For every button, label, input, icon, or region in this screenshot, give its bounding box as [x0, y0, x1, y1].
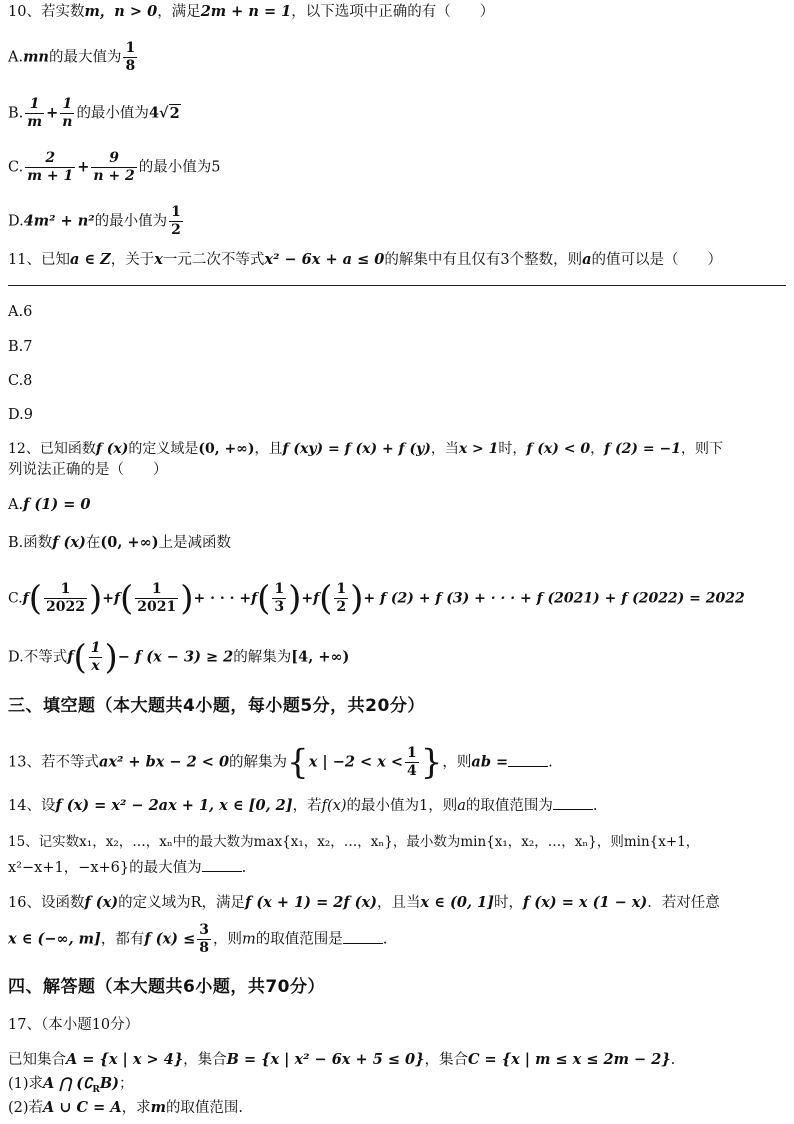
q17-given: 已知集合A = {x | x > 4}，集合B = {x | x² − 6x + 5 ≤ 0}，集合C = {x | m ≤ x ≤ 2m − 2}. — [8, 1051, 676, 1068]
q17-part1: (1)求A ⋂ $(∁_RB)$； — [8, 1075, 134, 1095]
q15-line1: 15、记实数x₁，x₂，…，xₙ中的最大数为max{x₁，x₂，…，xₙ}，最小数为min{x₁，x₂，…，xₙ}，则min{x+1， — [8, 834, 700, 850]
answer-blank — [202, 857, 242, 872]
section-3-title: 三、填空题（本大题共4小题，每小题5分，共20分） — [8, 696, 425, 716]
q10-option-b: B. $\frac{1}{m}$ + $\frac{1}{n}$ 的最小值为4√2 — [8, 96, 180, 130]
answer-blank — [343, 929, 383, 944]
q11-stem: 11、已知a ∈ Z，关于x一元二次不等式x² − 6x + a ≤ 0的解集中有且仅有3个整数，则a的值可以是（ ） — [8, 251, 723, 268]
q15-line2: x²−x+1，−x+6}的最大值为 . — [8, 857, 246, 878]
q11-option-d: D.9 — [8, 407, 33, 423]
q11-option-b: B.7 — [8, 339, 33, 355]
q14: 14、设f (x) = x² − 2ax + 1, x ∈ [0, 2]，若f(x)的最小值为1，则a的取值范围为 . — [8, 797, 598, 814]
answer-blank — [553, 795, 593, 810]
q10-option-a: A.mn的最大值为 $\frac{1}{8}$ — [8, 40, 136, 74]
q11-option-a: A.6 — [8, 304, 33, 320]
q10-stem: 10、若实数m，n > 0，满足2m + n = 1，以下选项中正确的有（ ） — [8, 3, 495, 20]
q12-option-b: B.函数f (x)在(0, +∞)上是减函数 — [8, 534, 232, 551]
q17-part2: (2)若A ∪ C = A，求m的取值范围. — [8, 1099, 244, 1116]
q10-option-d: D.4m² + n²的最小值为 $\frac{1}{2}$ — [8, 204, 181, 238]
q12-stem-line2: 列说法正确的是（ ） — [8, 462, 168, 478]
q10-option-c: C. $\frac{2}{m + 1}$ + $\frac{9}{n + 2}$ 的最小值为5 — [8, 150, 221, 184]
q12-option-d: D.不等式f( $\frac{1}{x}$ )− f (x − 3) ≥ 2的解集为[4, +∞) — [8, 637, 350, 678]
q16-line1: 16、设函数f (x)的定义域为R，满足f (x + 1) = 2f (x)，且当x ∈ (0, 1]时，f (x) = x (1 − x)．若对任意 — [8, 894, 720, 911]
divider-line — [8, 285, 786, 286]
section-4-title: 四、解答题（本大题共6小题，共70分） — [8, 977, 325, 997]
q12-stem-line1: 12、已知函数f (x)的定义域是(0, +∞)，且f (xy) = f (x) + f (y)，当x > 1时，f (x) < 0，f (2) = −1，则下 — [8, 441, 723, 457]
q12-option-c: C.f( $\frac{1}{2022}$ )+f( $\frac{1}{2021}$ )+ · · · +f( $\frac{1}{3}$ )+f( $\frac{1}{2}$ )+ f (2) + f (3) + · · · + f (2021) + f (2022) = 2022 — [8, 578, 745, 619]
q13: 13、若不等式ax² + bx − 2 < 0的解集为{x | −2 < x < $\frac{1}{4}$ }，则ab = . — [8, 742, 553, 783]
q12-option-a: A.f (1) = 0 — [8, 496, 91, 513]
fraction: $\frac{1}{8}$ — [125, 40, 136, 74]
q17-head: 17、（本小题10分） — [8, 1017, 140, 1033]
q11-option-c: C.8 — [8, 373, 33, 389]
answer-blank — [508, 752, 548, 767]
q16-line2: x ∈ (−∞, m]，都有f (x) ≤ $\frac{3}{8}$ ，则m的取值范围是 . — [8, 922, 388, 956]
